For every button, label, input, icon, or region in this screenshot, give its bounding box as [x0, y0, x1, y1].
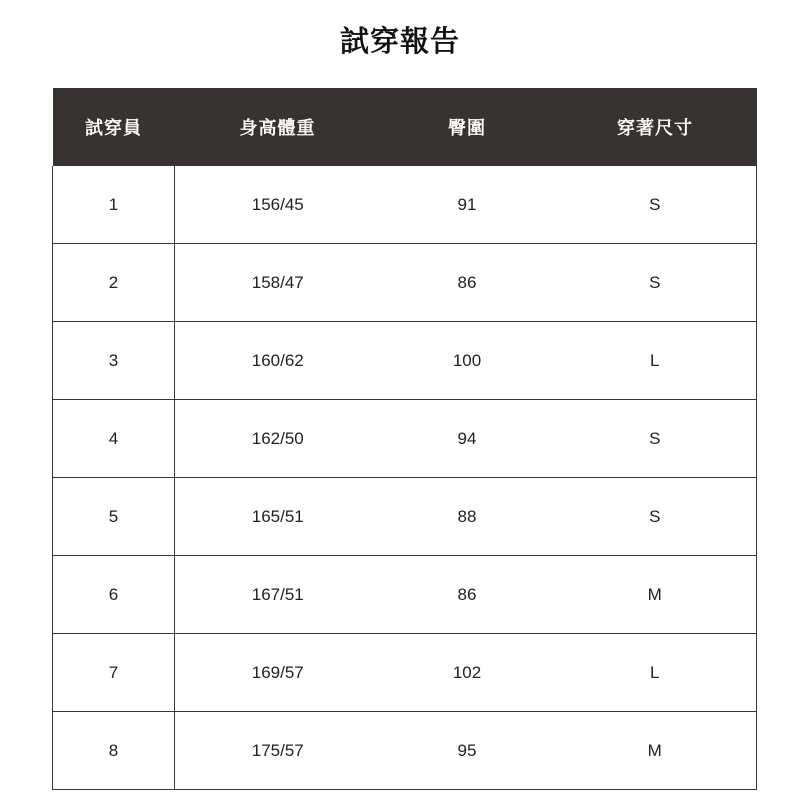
cell-hip: 86 [381, 244, 554, 322]
tryon-report-table [52, 88, 757, 790]
cell-height-weight: 158/47 [175, 244, 381, 322]
cell-tester: 6 [53, 556, 175, 634]
cell-height-weight: 160/62 [175, 322, 381, 400]
cell-hip: 102 [381, 634, 554, 712]
table-row [53, 634, 757, 712]
table-row [53, 166, 757, 244]
cell-tester: 4 [53, 400, 175, 478]
cell-size: S [554, 478, 757, 556]
cell-tester: 7 [53, 634, 175, 712]
cell-height-weight: 162/50 [175, 400, 381, 478]
cell-size: M [554, 556, 757, 634]
cell-size: M [554, 712, 757, 790]
cell-height-weight: 156/45 [175, 166, 381, 244]
cell-size: S [554, 244, 757, 322]
table-row [53, 322, 757, 400]
cell-tester: 2 [53, 244, 175, 322]
column-header-size: 穿著尺寸 [554, 88, 757, 166]
table-row [53, 400, 757, 478]
table-row [53, 478, 757, 556]
page-title: 試穿報告 [339, 26, 460, 58]
table-row [53, 556, 757, 634]
cell-tester: 3 [53, 322, 175, 400]
cell-height-weight: 167/51 [175, 556, 381, 634]
cell-hip: 86 [381, 556, 554, 634]
cell-hip: 100 [381, 322, 554, 400]
column-header-height-weight: 身高體重 [175, 88, 381, 166]
table-body [53, 166, 757, 790]
table-header [53, 88, 757, 166]
cell-size: L [554, 322, 757, 400]
cell-hip: 91 [381, 166, 554, 244]
cell-size: S [554, 400, 757, 478]
cell-hip: 88 [381, 478, 554, 556]
cell-tester: 5 [53, 478, 175, 556]
cell-tester: 8 [53, 712, 175, 790]
cell-hip: 95 [381, 712, 554, 790]
table-row [53, 244, 757, 322]
cell-height-weight: 165/51 [175, 478, 381, 556]
report-table-container [52, 88, 756, 790]
cell-height-weight: 169/57 [175, 634, 381, 712]
table-row [53, 712, 757, 790]
column-header-hip: 臀圍 [381, 88, 554, 166]
column-header-tester: 試穿員 [53, 88, 175, 166]
cell-hip: 94 [381, 400, 554, 478]
table-header-row [53, 88, 757, 166]
cell-tester: 1 [53, 166, 175, 244]
cell-height-weight: 175/57 [175, 712, 381, 790]
cell-size: S [554, 166, 757, 244]
cell-size: L [554, 634, 757, 712]
